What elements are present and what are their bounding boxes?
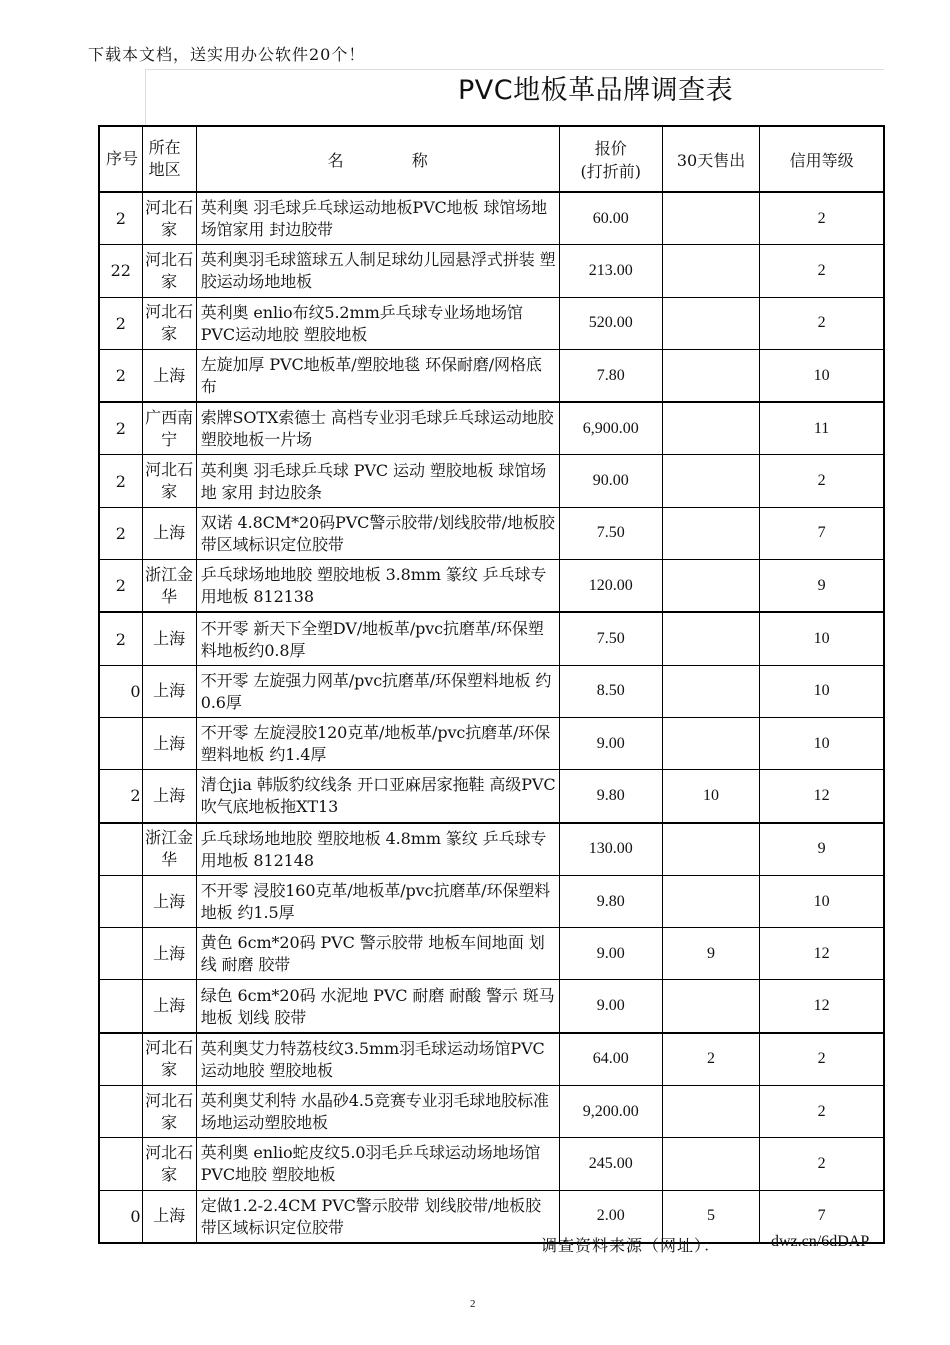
table-row: [99, 455, 884, 507]
header-no: 序号: [99, 126, 142, 192]
cell-no: 2: [99, 192, 142, 245]
cell-name: 黄色 6cm*20码 PVC 警示胶带 地板车间地面 划线 耐磨 胶带: [196, 928, 559, 980]
cell-no: 2: [99, 770, 142, 823]
cell-price: 7.80: [559, 349, 662, 402]
cell-price: 2.00: [559, 1190, 662, 1243]
cell-credit: 12: [760, 770, 884, 823]
cell-area: 河北石家: [142, 1138, 196, 1190]
cell-price: 245.00: [559, 1138, 662, 1190]
cell-sold: [662, 1138, 759, 1190]
cell-name: 索牌SOTX索德士 高档专业羽毛球乒乓球运动地胶 塑胶地板一片场: [196, 402, 559, 455]
table-row: [99, 665, 884, 717]
cell-no: 0: [99, 665, 142, 717]
header-name: 名 称: [196, 126, 559, 192]
cell-price: 213.00: [559, 245, 662, 297]
cell-sold: [662, 349, 759, 402]
cell-no: [99, 1086, 142, 1138]
table-row: [99, 823, 884, 876]
table-row: [99, 612, 884, 665]
promo-banner-text: 下载本文档，送实用办公软件20个！: [88, 45, 366, 64]
cell-credit: 9: [760, 560, 884, 613]
cell-name: 双诺 4.8CM*20码PVC警示胶带/划线胶带/地板胶带区域标识定位胶带: [196, 507, 559, 559]
table-row: [99, 717, 884, 769]
cell-sold: [662, 1086, 759, 1138]
table-row: [99, 297, 884, 349]
cell-area: 上海: [142, 507, 196, 559]
cell-area: 浙江金华: [142, 823, 196, 876]
cell-name: 英利奥 enlio布纹5.2mm乒乓球专业场地场馆 PVC运动地胶 塑胶地板: [196, 297, 559, 349]
cell-no: [99, 875, 142, 927]
cell-sold: [662, 455, 759, 507]
table-row: [99, 1086, 884, 1138]
cell-area: 上海: [142, 717, 196, 769]
source-url[interactable]: dwz.cn/6dDAP: [771, 1233, 870, 1250]
cell-credit: 10: [760, 665, 884, 717]
cell-sold: [662, 980, 759, 1033]
cell-price: 60.00: [559, 192, 662, 245]
cell-credit: 12: [760, 980, 884, 1033]
survey-table: [98, 125, 885, 1244]
cell-no: 2: [99, 507, 142, 559]
cell-name: 不开零 左旋浸胶120克革/地板革/pvc抗磨革/环保塑料地板 约1.4厚: [196, 717, 559, 769]
cell-no: [99, 980, 142, 1033]
cell-area: 广西南宁: [142, 402, 196, 455]
table-row: [99, 1033, 884, 1086]
cell-price: 6,900.00: [559, 402, 662, 455]
cell-area: 河北石家: [142, 297, 196, 349]
cell-area: 浙江金华: [142, 560, 196, 613]
cell-price: 7.50: [559, 612, 662, 665]
cell-name: 定做1.2-2.4CM PVC警示胶带 划线胶带/地板胶带区域标识定位胶带: [196, 1190, 559, 1243]
cell-area: 上海: [142, 875, 196, 927]
cell-sold: [662, 507, 759, 559]
cell-name: 英利奥 羽毛球乒乓球运动地板PVC地板 球馆场地场馆家用 封边胶带: [196, 192, 559, 245]
cell-area: 河北石家: [142, 245, 196, 297]
cell-area: 河北石家: [142, 192, 196, 245]
cell-sold: [662, 192, 759, 245]
table-row: [99, 402, 884, 455]
table-row: [99, 192, 884, 245]
cell-sold: [662, 402, 759, 455]
cell-no: 22: [99, 245, 142, 297]
table-row: [99, 349, 884, 402]
table-row: [99, 245, 884, 297]
cell-sold: [662, 612, 759, 665]
cell-sold: [662, 560, 759, 613]
cell-sold: 9: [662, 928, 759, 980]
cell-sold: [662, 297, 759, 349]
cell-name: 乒乓球场地地胶 塑胶地板 3.8mm 篆纹 乒乓球专用地板 812138: [196, 560, 559, 613]
cell-no: 2: [99, 297, 142, 349]
cell-credit: 12: [760, 928, 884, 980]
cell-name: 乒乓球场地地胶 塑胶地板 4.8mm 篆纹 乒乓球专用地板 812148: [196, 823, 559, 876]
cell-price: 9.00: [559, 980, 662, 1033]
cell-area: 河北石家: [142, 1086, 196, 1138]
cell-price: 9.00: [559, 717, 662, 769]
cell-credit: 2: [760, 1138, 884, 1190]
cell-no: 2: [99, 612, 142, 665]
table-row: [99, 875, 884, 927]
cell-area: 上海: [142, 928, 196, 980]
cell-credit: 7: [760, 507, 884, 559]
cell-credit: 2: [760, 1086, 884, 1138]
cell-price: 9,200.00: [559, 1086, 662, 1138]
cell-no: [99, 823, 142, 876]
table-row: [99, 980, 884, 1033]
cell-name: 左旋加厚 PVC地板革/塑胶地毯 环保耐磨/网格底布: [196, 349, 559, 402]
cell-no: 2: [99, 349, 142, 402]
cell-sold: [662, 665, 759, 717]
cell-sold: [662, 875, 759, 927]
cell-name: 英利奥 羽毛球乒乓球 PVC 运动 塑胶地板 球馆场地 家用 封边胶条: [196, 455, 559, 507]
cell-area: 上海: [142, 980, 196, 1033]
table-header-row: [99, 126, 884, 192]
cell-sold: [662, 245, 759, 297]
cell-credit: 2: [760, 297, 884, 349]
header-credit: 信用等级: [760, 126, 884, 192]
cell-name: 绿色 6cm*20码 水泥地 PVC 耐磨 耐酸 警示 斑马 地板 划线 胶带: [196, 980, 559, 1033]
cell-credit: 2: [760, 455, 884, 507]
header-price: 报价 (打折前): [559, 126, 662, 192]
cell-name: 英利奥艾利特 水晶砂4.5竞赛专业羽毛球地胶标准场地运动塑胶地板: [196, 1086, 559, 1138]
cell-sold: 5: [662, 1190, 759, 1243]
cell-price: 7.50: [559, 507, 662, 559]
cell-price: 520.00: [559, 297, 662, 349]
cell-name: 清仓jia 韩版豹纹线条 开口亚麻居家拖鞋 高级PVC吹气底地板拖XT13: [196, 770, 559, 823]
page-title: PVC地板革品牌调查表: [458, 75, 734, 106]
cell-no: [99, 1033, 142, 1086]
cell-credit: 2: [760, 1033, 884, 1086]
cell-credit: 2: [760, 245, 884, 297]
cell-no: 0: [99, 1190, 142, 1243]
cell-credit: 10: [760, 612, 884, 665]
cell-area: 河北石家: [142, 1033, 196, 1086]
table-body: [99, 192, 884, 1243]
cell-sold: [662, 717, 759, 769]
cell-no: 2: [99, 455, 142, 507]
cell-price: 90.00: [559, 455, 662, 507]
table-row: [99, 928, 884, 980]
cell-name: 不开零 左旋强力网革/pvc抗磨革/环保塑料地板 约0.6厚: [196, 665, 559, 717]
cell-credit: 11: [760, 402, 884, 455]
cell-price: 8.50: [559, 665, 662, 717]
cell-area: 上海: [142, 349, 196, 402]
cell-area: 上海: [142, 1190, 196, 1243]
cell-price: 120.00: [559, 560, 662, 613]
page-number: 2: [470, 1298, 476, 1310]
table-row: [99, 770, 884, 823]
cell-price: 9.80: [559, 770, 662, 823]
cell-no: 2: [99, 402, 142, 455]
cell-area: 上海: [142, 665, 196, 717]
cell-sold: 2: [662, 1033, 759, 1086]
cell-price: 130.00: [559, 823, 662, 876]
cell-no: [99, 1138, 142, 1190]
table-row: [99, 1190, 884, 1243]
cell-price: 9.00: [559, 928, 662, 980]
cell-credit: 10: [760, 875, 884, 927]
cell-credit: 7: [760, 1190, 884, 1243]
cell-credit: 10: [760, 349, 884, 402]
cell-sold: [662, 823, 759, 876]
cell-price: 9.80: [559, 875, 662, 927]
cell-no: [99, 928, 142, 980]
cell-credit: 2: [760, 192, 884, 245]
cell-no: [99, 717, 142, 769]
cell-name: 英利奥 enlio蛇皮纹5.0羽毛乒乓球运动场地场馆 PVC地胶 塑胶地板: [196, 1138, 559, 1190]
header-sold: 30天售出: [662, 126, 759, 192]
cell-name: 英利奥艾力特荔枝纹3.5mm羽毛球运动场馆PVC运动地胶 塑胶地板: [196, 1033, 559, 1086]
cell-credit: 9: [760, 823, 884, 876]
cell-credit: 10: [760, 717, 884, 769]
header-area: 所在地区: [142, 126, 196, 192]
table-row: [99, 560, 884, 613]
table-row: [99, 507, 884, 559]
cell-price: 64.00: [559, 1033, 662, 1086]
table-row: [99, 1138, 884, 1190]
cell-area: 河北石家: [142, 455, 196, 507]
cell-area: 上海: [142, 612, 196, 665]
cell-name: 不开零 新天下全塑DV/地板革/pvc抗磨革/环保塑料地板约0.8厚: [196, 612, 559, 665]
source-label: 调查资料来源（网址）：: [541, 1236, 721, 1255]
cell-area: 上海: [142, 770, 196, 823]
cell-name: 不开零 浸胶160克革/地板革/pvc抗磨革/环保塑料地板 约1.5厚: [196, 875, 559, 927]
cell-name: 英利奥羽毛球篮球五人制足球幼儿园悬浮式拼装 塑胶运动场地地板: [196, 245, 559, 297]
cell-sold: 10: [662, 770, 759, 823]
cell-no: 2: [99, 560, 142, 613]
